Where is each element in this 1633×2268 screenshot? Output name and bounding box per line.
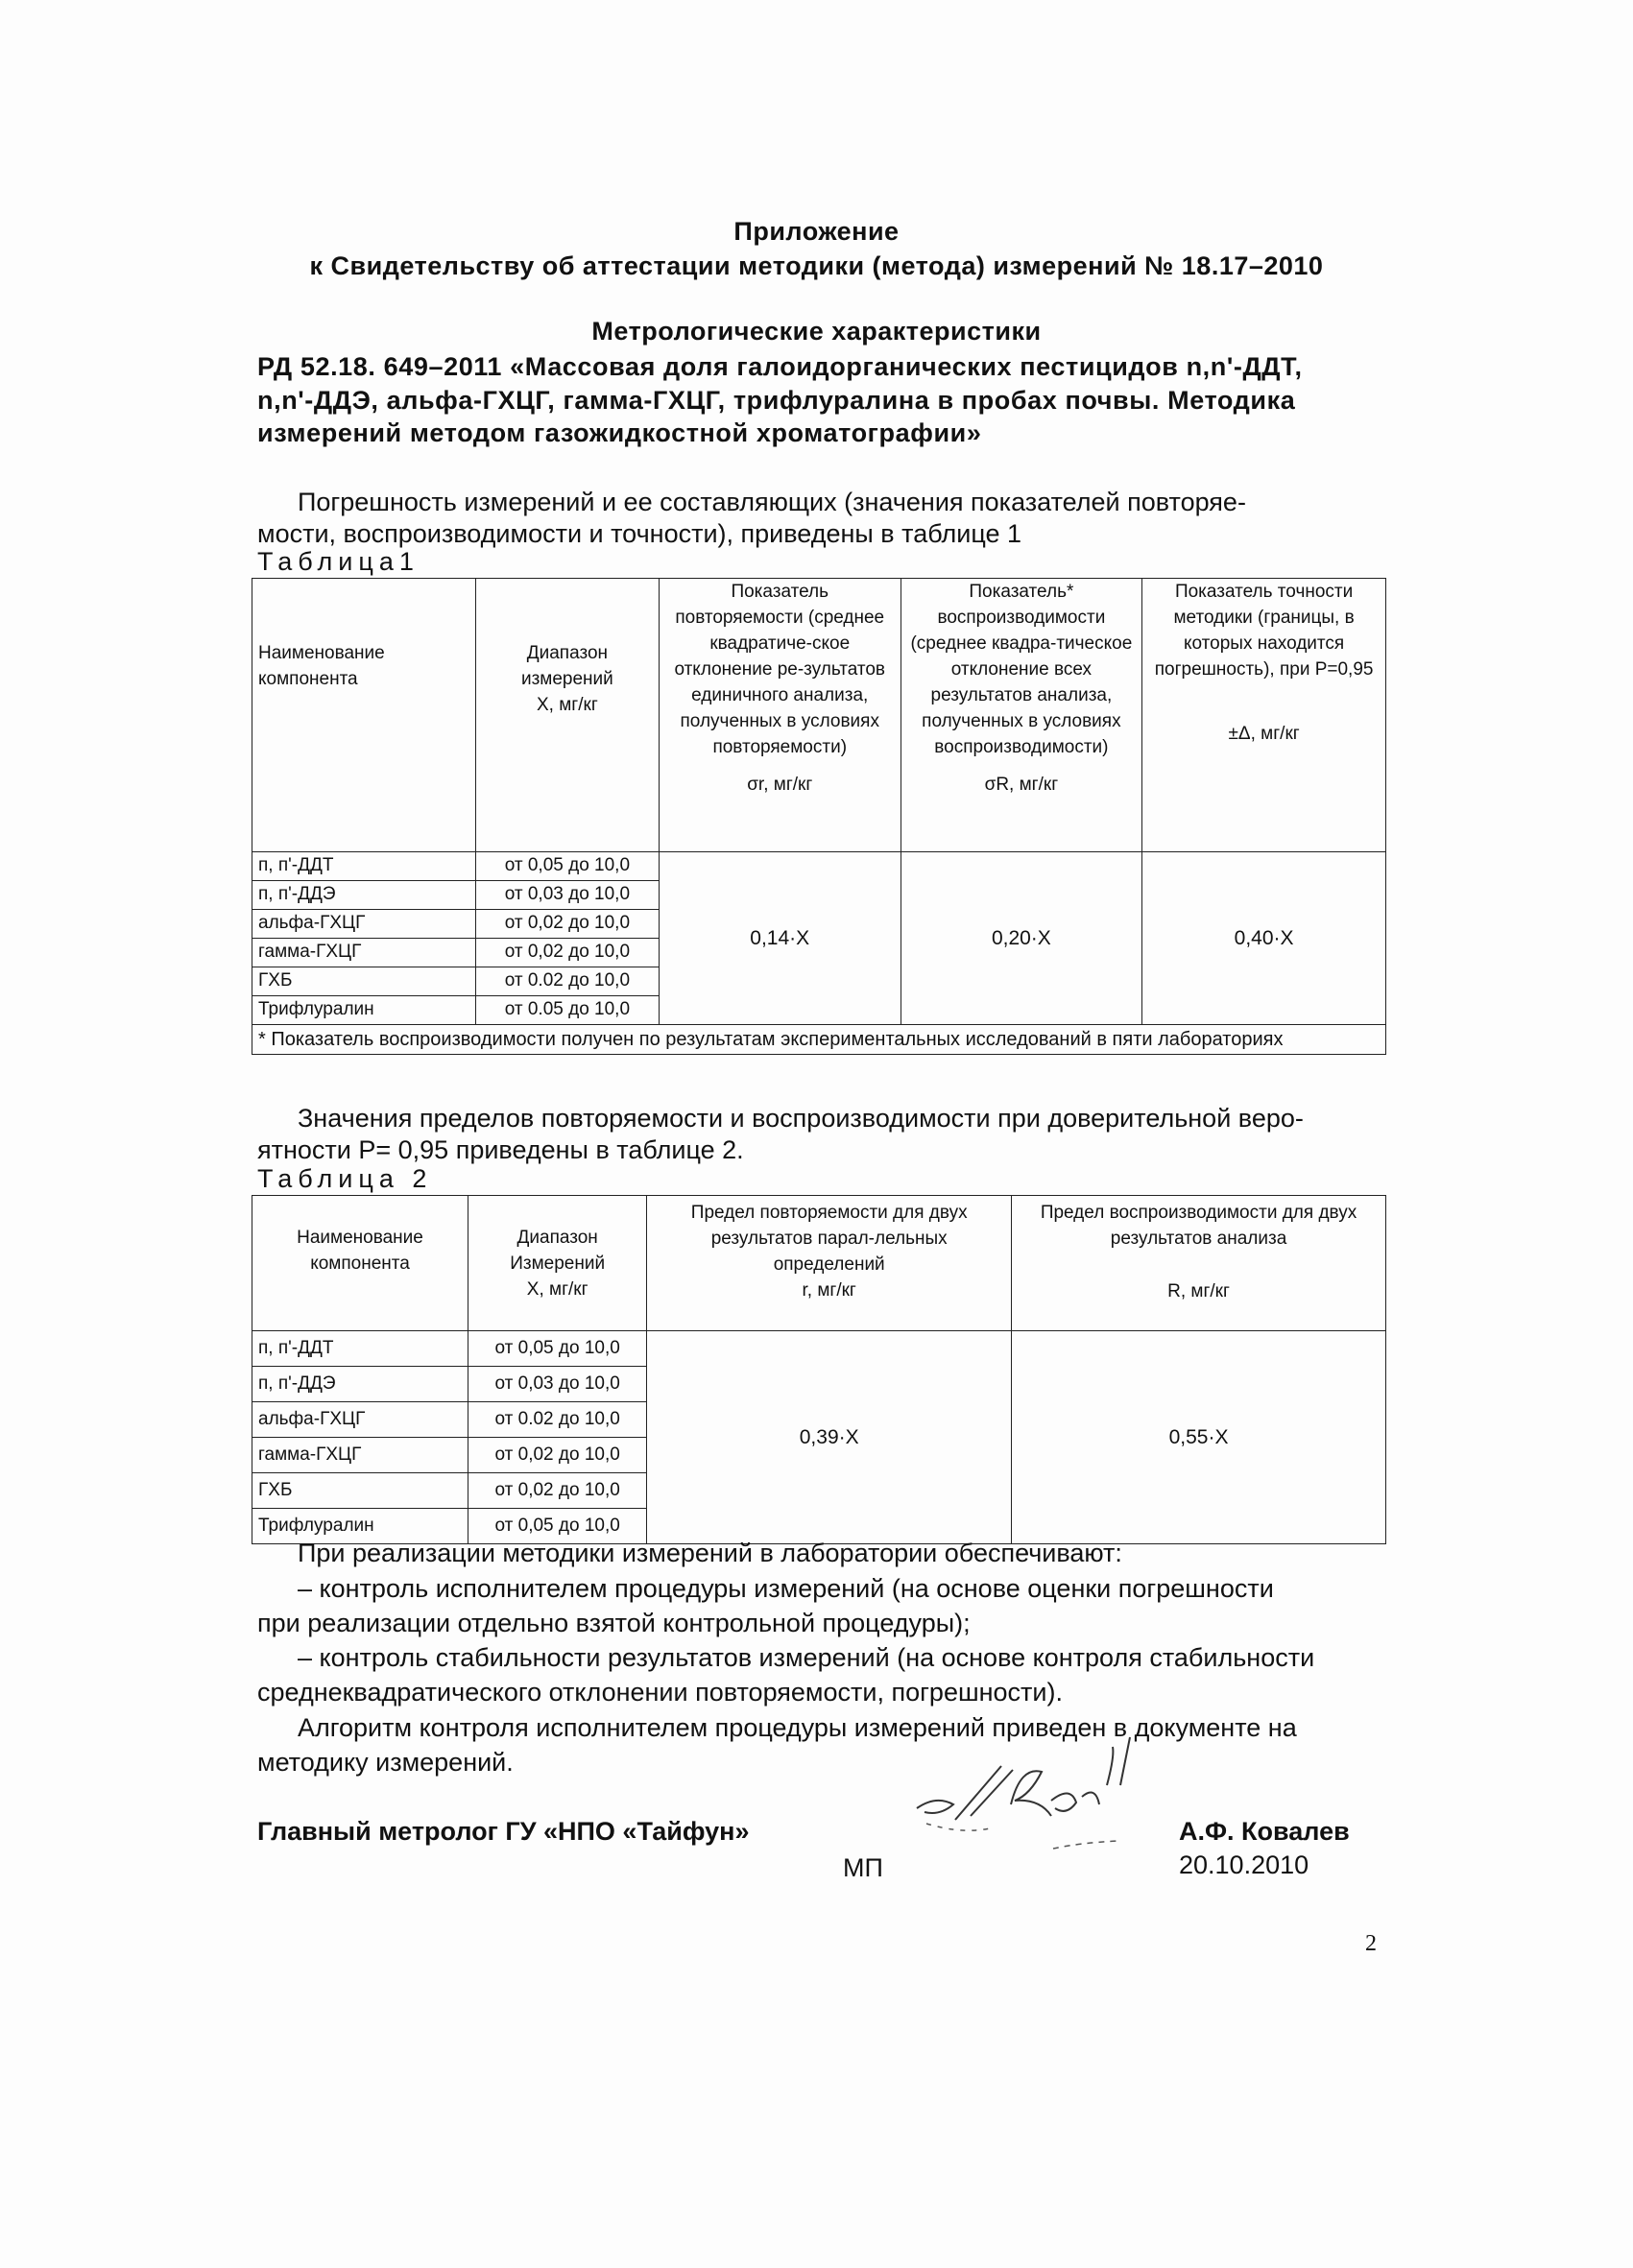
signatory-position: Главный метролог ГУ «НПО «Тайфун»	[257, 1817, 750, 1846]
t1-header-name: Наименование компонента	[252, 579, 476, 852]
t2-row-range: от 0,02 до 10,0	[468, 1473, 647, 1509]
t2-header-reprod-text: Предел воспроизводимости для двух результатов анализа	[1040, 1203, 1357, 1249]
handwritten-signature	[907, 1728, 1166, 1862]
t2-header-repeat-unit: r, мг/кг	[802, 1280, 856, 1301]
t1-row-name: альфа-ГХЦГ	[252, 910, 476, 939]
mid-text-line-1: Значения пределов повторяемости и воспроизводимости при доверительной веро-	[298, 1104, 1304, 1133]
t1-header-accuracy	[1142, 579, 1386, 852]
intro-line-2: мости, воспроизводимости и точности), приведены в таблице 1	[257, 519, 1022, 548]
t1-header-repeat-unit: σr, мг/кг	[747, 775, 813, 795]
intro-line-1: Погрешность измерений и ее составляющих (значения показателей повторяе-	[298, 488, 1246, 516]
doc-title-line-3: измерений методом газожидкостной хроматографии»	[257, 418, 982, 447]
mid-text-line-2: ятности P= 0,95 приведены в таблице 2.	[257, 1135, 744, 1164]
t2-header-name: Наименование компонента	[252, 1196, 468, 1331]
t1-accuracy-value: 0,40·X	[1142, 852, 1386, 1025]
body-p2b: при реализации отдельно взятой контрольной процедуры);	[257, 1609, 971, 1637]
t1-row-range: от 0.02 до 10,0	[475, 967, 659, 996]
t1-footnote: * Показатель воспроизводимости получен по результатам экспериментальных исследований в пяти лабораториях	[252, 1025, 1386, 1055]
t1-header-accuracy-unit: ±Δ, мг/кг	[1228, 724, 1300, 744]
table-2	[252, 1195, 1386, 1544]
t1-row-range: от 0,02 до 10,0	[475, 910, 659, 939]
appendix-title: Приложение	[733, 217, 900, 246]
doc-title-line-2: n,n'-ДДЭ, альфа-ГХЦГ, гамма-ГХЦГ, трифлуралина в пробах почвы. Методика	[257, 386, 1296, 415]
t1-header-repeat-text: Показатель повторяемости (среднее квадратиче-ское отклонение ре-зультатов единичного анализа, полученных в условиях повторяемости)	[674, 582, 886, 757]
t1-row-range: от 0.05 до 10,0	[475, 996, 659, 1025]
body-p4a: Алгоритм контроля исполнителем процедуры измерений приведен в документе на	[298, 1713, 1297, 1742]
table-row	[252, 1331, 1386, 1367]
t1-repeat-value: 0,14·X	[659, 852, 901, 1025]
t1-row-name: гамма-ГХЦГ	[252, 939, 476, 967]
t2-header-range: Диапазон Измерений X, мг/кг	[468, 1196, 647, 1331]
t1-row-name: п, п'-ДДТ	[252, 852, 476, 881]
t2-row-name: ГХБ	[252, 1473, 468, 1509]
table-1	[252, 578, 1386, 1055]
doc-title-line-1: РД 52.18. 649–2011 «Массовая доля галоидорганических пестицидов n,n'-ДДТ,	[257, 352, 1303, 381]
table2-label: Таблица 2	[257, 1164, 433, 1193]
table1-note-row	[252, 1025, 1386, 1055]
t1-row-name: Трифлуралин	[252, 996, 476, 1025]
table-row	[252, 852, 1386, 881]
t2-row-range: от 0,05 до 10,0	[468, 1509, 647, 1544]
t2-header-reprod	[1012, 1196, 1386, 1331]
t1-row-range: от 0,02 до 10,0	[475, 939, 659, 967]
t1-header-accuracy-text: Показатель точности методики (границы, в которых находится погрешность), при P=0,95	[1154, 582, 1374, 680]
signature-date: 20.10.2010	[1179, 1850, 1309, 1879]
t2-row-range: от 0,02 до 10,0	[468, 1438, 647, 1473]
t2-repeat-value: 0,39·X	[647, 1331, 1012, 1544]
table1-label: Таблица1	[257, 547, 420, 576]
table2-header-row	[252, 1196, 1386, 1331]
signatory-name: А.Ф. Ковалев	[1179, 1817, 1350, 1846]
body-p4b: методику измерений.	[257, 1748, 514, 1777]
page-number: 2	[1365, 1931, 1377, 1956]
t2-row-range: от 0.02 до 10,0	[468, 1402, 647, 1438]
t1-header-repeat	[659, 579, 901, 852]
section-title: Метрологические характеристики	[591, 317, 1042, 346]
certificate-title: к Свидетельству об аттестации методики (метода) измерений № 18.17–2010	[309, 251, 1324, 280]
t1-row-range: от 0,03 до 10,0	[475, 881, 659, 910]
t1-reprod-value: 0,20·X	[901, 852, 1142, 1025]
body-p1: При реализации методики измерений в лаборатории обеспечивают:	[298, 1539, 1122, 1567]
t1-row-range: от 0,05 до 10,0	[475, 852, 659, 881]
t1-row-name: п, п'-ДДЭ	[252, 881, 476, 910]
t1-header-reprod-text: Показатель* воспроизводимости (среднее квадра-тическое отклонение всех результатов анализа, полученных в условиях воспроизводимости)	[910, 582, 1133, 757]
t2-row-name: гамма-ГХЦГ	[252, 1438, 468, 1473]
t2-row-name: п, п'-ДДЭ	[252, 1367, 468, 1402]
body-p2a: – контроль исполнителем процедуры измерений (на основе оценки погрешности	[298, 1574, 1274, 1603]
t2-row-name: п, п'-ДДТ	[252, 1331, 468, 1367]
t2-header-repeat	[647, 1196, 1012, 1331]
t1-header-range: Диапазон измерений X, мг/кг	[475, 579, 659, 852]
t2-header-reprod-unit: R, мг/кг	[1167, 1281, 1230, 1301]
t2-header-repeat-text: Предел повторяемости для двух результатов парал-лельных определений	[690, 1203, 968, 1275]
t1-row-name: ГХБ	[252, 967, 476, 996]
t2-row-range: от 0,03 до 10,0	[468, 1367, 647, 1402]
table1-header-row	[252, 579, 1386, 852]
stamp-mark: МП	[843, 1853, 883, 1882]
body-p3a: – контроль стабильности результатов измерений (на основе контроля стабильности	[298, 1643, 1315, 1672]
t2-row-range: от 0,05 до 10,0	[468, 1331, 647, 1367]
t2-reprod-value: 0,55·X	[1012, 1331, 1386, 1544]
t2-row-name: Трифлуралин	[252, 1509, 468, 1544]
t1-header-reprod-unit: σR, мг/кг	[984, 775, 1059, 795]
t2-row-name: альфа-ГХЦГ	[252, 1402, 468, 1438]
body-p3b: среднеквадратического отклонении повторяемости, погрешности).	[257, 1678, 1063, 1707]
t1-header-reprod	[901, 579, 1142, 852]
